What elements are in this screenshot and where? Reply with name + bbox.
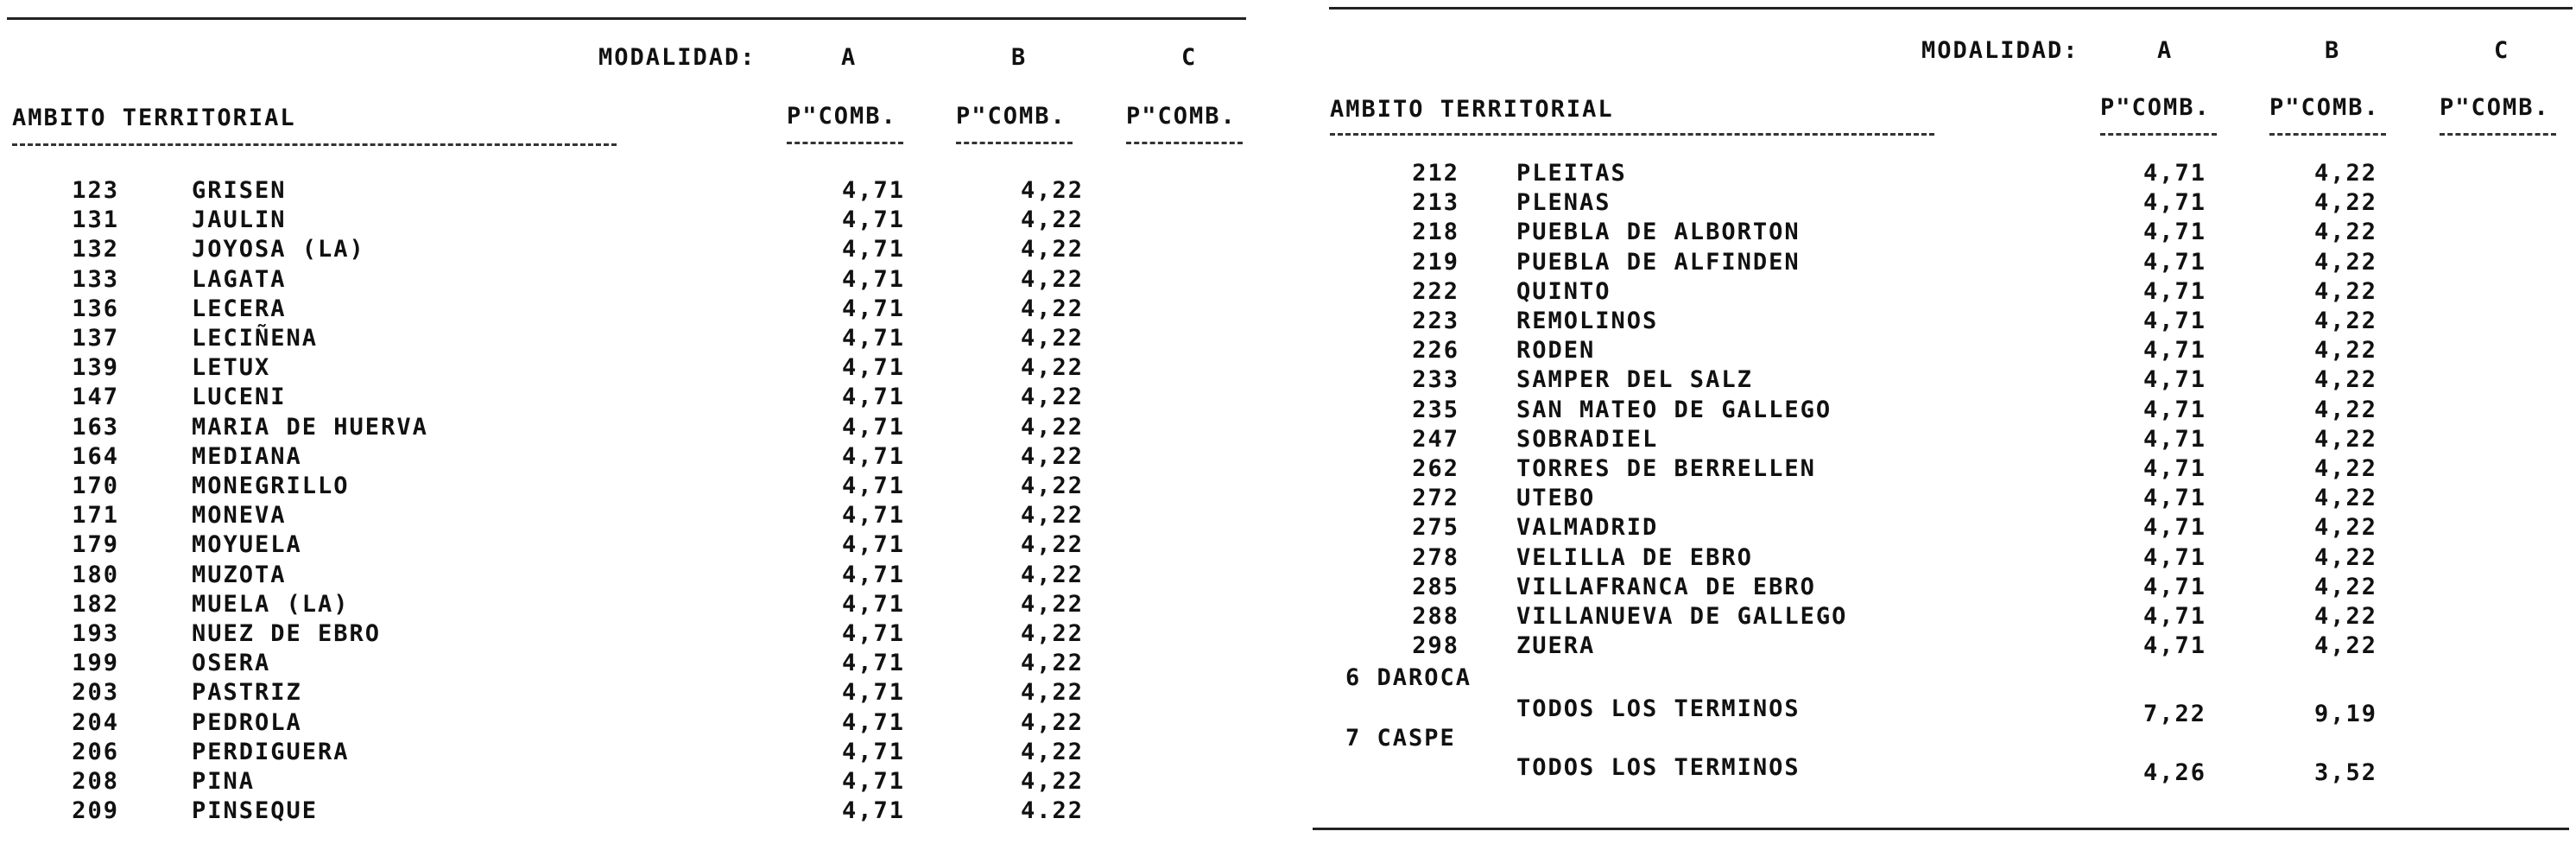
ambito-label: AMBITO TERRITORIAL <box>1330 96 1614 123</box>
table-row-value-b: 4,22 <box>2313 514 2377 542</box>
table-row-code: 285 <box>1412 573 1459 600</box>
table-row-value-a: 4,71 <box>2142 573 2206 600</box>
table-row-value-a: 4,71 <box>2142 189 2206 217</box>
table-row-value-b: 4,22 <box>1020 561 1084 588</box>
table-row-value-b: 4,22 <box>2313 219 2377 246</box>
table-row-value-a: 4,71 <box>841 473 905 499</box>
table-row-code: 131 <box>72 206 119 234</box>
group-title: 6 DAROCA <box>1345 664 1472 691</box>
group-row-name: TODOS LOS TERMINOS <box>1516 754 1801 781</box>
table-row-value-b: 4,22 <box>2313 308 2377 334</box>
table-row-code: 219 <box>1412 248 1459 276</box>
table-row-value-a: 4,71 <box>2142 514 2206 542</box>
table-row-value-a: 4,71 <box>841 738 905 765</box>
table-row-value-a: 4,71 <box>841 177 905 204</box>
table-row-name: UTEBO <box>1516 485 1596 512</box>
table-row-value-a: 4,71 <box>2142 248 2206 276</box>
table-row-name: VILLANUEVA DE GALLEGO <box>1516 603 1848 630</box>
table-row-name: NUEZ DE EBRO <box>192 620 382 647</box>
table-row-value-b: 4,22 <box>2313 248 2377 276</box>
modalidad-label: MODALIDAD: <box>1921 37 2079 64</box>
table-row-code: 179 <box>72 531 119 559</box>
table-row-name: LETUX <box>192 354 271 382</box>
table-row-name: PINA <box>192 768 256 795</box>
modalidad-b: B <box>1011 44 1028 71</box>
table-row-name: TORRES DE BERRELLEN <box>1516 455 1816 482</box>
table-row-value-a: 4,71 <box>2142 396 2206 423</box>
table-row-code: 278 <box>1412 543 1459 571</box>
table-row-value-a: 4,71 <box>2142 543 2206 571</box>
table-row-name: QUINTO <box>1516 277 1611 305</box>
table-row-code: 209 <box>72 797 119 825</box>
table-row-name: MONEVA <box>192 502 287 530</box>
table-row-code: 199 <box>72 650 119 677</box>
table-row-code: 247 <box>1412 425 1459 453</box>
table-row-code: 208 <box>72 768 119 795</box>
table-row-name: PINSEQUE <box>192 797 319 825</box>
table-row-name: PUEBLA DE ALFINDEN <box>1516 248 1801 276</box>
table-row-name: JOYOSA (LA) <box>192 236 365 263</box>
top-rule <box>1329 7 2573 10</box>
table-row-code: 298 <box>1412 632 1459 660</box>
table-row-code: 288 <box>1412 603 1459 630</box>
table-row-value-b: 4,22 <box>1020 325 1084 352</box>
table-row-value-b: 4,22 <box>2313 485 2377 512</box>
group-row-a: 7,22 <box>2142 701 2206 727</box>
table-row-code: 137 <box>72 325 119 352</box>
table-row-value-b: 4,22 <box>1020 738 1084 765</box>
table-row-value-b: 4,22 <box>1020 295 1084 322</box>
table-row-code: 171 <box>72 502 119 530</box>
col-a-header: P"COMB. <box>787 103 897 130</box>
modalidad-b: B <box>2325 37 2341 64</box>
table-row-value-b: 4,22 <box>1020 590 1084 618</box>
table-row-value-a: 4,71 <box>2142 219 2206 246</box>
table-row-name: MUZOTA <box>192 561 287 588</box>
table-row-value-b: 4,22 <box>1020 768 1084 795</box>
table-row-value-b: 4,22 <box>2313 603 2377 630</box>
table-row-code: 182 <box>72 590 119 618</box>
table-row-name: REMOLINOS <box>1516 308 1659 334</box>
table-row-value-a: 4,71 <box>841 384 905 411</box>
table-row-value-b: 4,22 <box>1020 354 1084 382</box>
modalidad-label: MODALIDAD: <box>598 44 756 71</box>
table-row-code: 272 <box>1412 485 1459 512</box>
table-row-value-a: 4,71 <box>841 797 905 825</box>
table-row-code: 222 <box>1412 277 1459 305</box>
table-row-value-b: 4,22 <box>2313 337 2377 365</box>
modalidad-c: C <box>2494 37 2510 64</box>
table-row-value-a: 4,71 <box>841 620 905 647</box>
table-row-value-a: 4,71 <box>841 236 905 263</box>
table-row-name: SOBRADIEL <box>1516 425 1659 453</box>
table-row-value-b: 4,22 <box>1020 236 1084 263</box>
table-row-code: 218 <box>1412 219 1459 246</box>
table-row-name: RODEN <box>1516 337 1596 365</box>
table-row-code: 164 <box>72 442 119 470</box>
table-row-value-a: 4,71 <box>2142 603 2206 630</box>
table-row-name: GRISEN <box>192 177 287 204</box>
table-row-name: MEDIANA <box>192 442 302 470</box>
table-row-name: VALMADRID <box>1516 514 1659 542</box>
table-row-name: LECERA <box>192 295 287 322</box>
table-row-value-b: 4,22 <box>1020 442 1084 470</box>
table-row-value-a: 4,71 <box>841 768 905 795</box>
table-row-code: 132 <box>72 236 119 263</box>
table-row-name: LECIÑENA <box>192 325 319 352</box>
table-row-name: MOYUELA <box>192 531 302 559</box>
col-b-header: P"COMB. <box>2269 94 2380 121</box>
col-c-underline <box>1126 142 1243 144</box>
table-row-name: JAULIN <box>192 206 287 234</box>
table-row-code: 235 <box>1412 396 1459 423</box>
group-title: 7 CASPE <box>1345 725 1456 752</box>
table-row-value-b: 4,22 <box>1020 384 1084 411</box>
table-row-value-a: 4,71 <box>841 442 905 470</box>
table-row-value-b: 4.22 <box>1020 797 1084 825</box>
table-row-value-a: 4,71 <box>841 502 905 530</box>
table-row-code: 139 <box>72 354 119 382</box>
ambito-underline <box>1330 133 1934 136</box>
group-row-b: 3,52 <box>2313 759 2377 786</box>
table-row-value-b: 4,22 <box>2313 543 2377 571</box>
table-row-value-b: 4,22 <box>2313 277 2377 305</box>
table-row-value-a: 4,71 <box>2142 425 2206 453</box>
table-row-value-b: 4,22 <box>1020 177 1084 204</box>
col-a-header: P"COMB. <box>2100 94 2211 121</box>
col-c-underline <box>2440 133 2556 136</box>
table-row-code: 133 <box>72 265 119 293</box>
table-row-code: 206 <box>72 738 119 765</box>
table-row-value-a: 4,71 <box>841 708 905 736</box>
col-c-header: P"COMB. <box>1126 103 1237 130</box>
table-row-value-b: 4,22 <box>1020 620 1084 647</box>
table-row-code: 136 <box>72 295 119 322</box>
table-row-value-a: 4,71 <box>841 265 905 293</box>
table-row-code: 163 <box>72 413 119 441</box>
table-row-value-b: 4,22 <box>1020 679 1084 707</box>
table-row-name: MARIA DE HUERVA <box>192 413 428 441</box>
table-row-name: PUEBLA DE ALBORTON <box>1516 219 1801 246</box>
table-row-value-a: 4,71 <box>2142 455 2206 482</box>
table-row-name: SAN MATEO DE GALLEGO <box>1516 396 1832 423</box>
col-b-underline <box>2269 133 2386 136</box>
table-row-name: SAMPER DEL SALZ <box>1516 366 1753 394</box>
table-row-name: VILLAFRANCA DE EBRO <box>1516 573 1816 600</box>
table-row-value-b: 4,22 <box>2313 455 2377 482</box>
modalidad-a: A <box>2157 37 2174 64</box>
table-row-value-b: 4,22 <box>2313 160 2377 187</box>
table-row-value-a: 4,71 <box>841 561 905 588</box>
group-row-name: TODOS LOS TERMINOS <box>1516 695 1801 722</box>
table-row-value-a: 4,71 <box>841 531 905 559</box>
table-row-name: ZUERA <box>1516 632 1596 660</box>
table-row-code: 204 <box>72 708 119 736</box>
table-row-value-b: 4,22 <box>1020 206 1084 234</box>
table-row-value-a: 4,71 <box>841 679 905 707</box>
ambito-underline <box>12 143 617 146</box>
table-row-value-a: 4,71 <box>841 590 905 618</box>
group-row-a: 4,26 <box>2142 759 2206 786</box>
col-a-underline <box>787 142 903 144</box>
table-row-code: 180 <box>72 561 119 588</box>
table-row-code: 123 <box>72 177 119 204</box>
table-row-code: 226 <box>1412 337 1459 365</box>
table-row-name: PLEITAS <box>1516 160 1627 187</box>
table-row-value-a: 4,71 <box>2142 160 2206 187</box>
table-row-value-a: 4,71 <box>841 206 905 234</box>
modalidad-a: A <box>841 44 858 71</box>
table-row-value-a: 4,71 <box>2142 485 2206 512</box>
table-row-value-a: 4,71 <box>2142 632 2206 660</box>
modalidad-c: C <box>1181 44 1198 71</box>
table-row-value-b: 4,22 <box>1020 265 1084 293</box>
group-row-b: 9,19 <box>2313 701 2377 727</box>
table-row-code: 203 <box>72 679 119 707</box>
table-row-name: PERDIGUERA <box>192 738 350 765</box>
table-row-value-b: 4,22 <box>2313 425 2377 453</box>
table-row-name: PASTRIZ <box>192 679 302 707</box>
table-row-code: 262 <box>1412 455 1459 482</box>
col-a-underline <box>2100 133 2217 136</box>
bottom-rule <box>1313 828 2569 830</box>
table-row-value-a: 4,71 <box>841 413 905 441</box>
table-row-name: LAGATA <box>192 265 287 293</box>
table-row-name: OSERA <box>192 650 271 677</box>
table-row-code: 223 <box>1412 308 1459 334</box>
left-panel <box>0 0 1252 844</box>
table-row-name: PLENAS <box>1516 189 1611 217</box>
table-row-value-a: 4,71 <box>2142 337 2206 365</box>
table-row-code: 213 <box>1412 189 1459 217</box>
table-row-value-b: 4,22 <box>1020 531 1084 559</box>
table-row-value-b: 4,22 <box>2313 189 2377 217</box>
col-b-header: P"COMB. <box>956 103 1066 130</box>
table-row-name: VELILLA DE EBRO <box>1516 543 1753 571</box>
table-row-code: 170 <box>72 473 119 499</box>
table-row-value-a: 4,71 <box>2142 366 2206 394</box>
table-row-name: MONEGRILLO <box>192 473 350 499</box>
table-row-value-a: 4,71 <box>2142 308 2206 334</box>
table-row-value-a: 4,71 <box>841 295 905 322</box>
table-row-name: PEDROLA <box>192 708 302 736</box>
table-row-name: MUELA (LA) <box>192 590 350 618</box>
col-c-header: P"COMB. <box>2440 94 2550 121</box>
table-row-value-b: 4,22 <box>2313 366 2377 394</box>
table-row-code: 193 <box>72 620 119 647</box>
table-row-value-b: 4,22 <box>1020 473 1084 499</box>
col-b-underline <box>956 142 1073 144</box>
table-row-value-a: 4,71 <box>841 325 905 352</box>
table-row-value-a: 4,71 <box>841 650 905 677</box>
table-row-name: LUCENI <box>192 384 287 411</box>
table-row-code: 147 <box>72 384 119 411</box>
table-row-value-a: 4,71 <box>841 354 905 382</box>
table-row-value-b: 4,22 <box>2313 632 2377 660</box>
table-row-value-b: 4,22 <box>1020 413 1084 441</box>
table-row-value-b: 4,22 <box>1020 502 1084 530</box>
table-row-value-b: 4,22 <box>2313 573 2377 600</box>
table-row-value-b: 4,22 <box>1020 708 1084 736</box>
table-row-code: 212 <box>1412 160 1459 187</box>
right-panel <box>1313 0 2565 844</box>
table-row-value-b: 4,22 <box>2313 396 2377 423</box>
ambito-label: AMBITO TERRITORIAL <box>12 105 296 131</box>
table-row-code: 233 <box>1412 366 1459 394</box>
top-rule <box>7 17 1246 20</box>
table-row-value-a: 4,71 <box>2142 277 2206 305</box>
table-row-code: 275 <box>1412 514 1459 542</box>
table-row-value-b: 4,22 <box>1020 650 1084 677</box>
